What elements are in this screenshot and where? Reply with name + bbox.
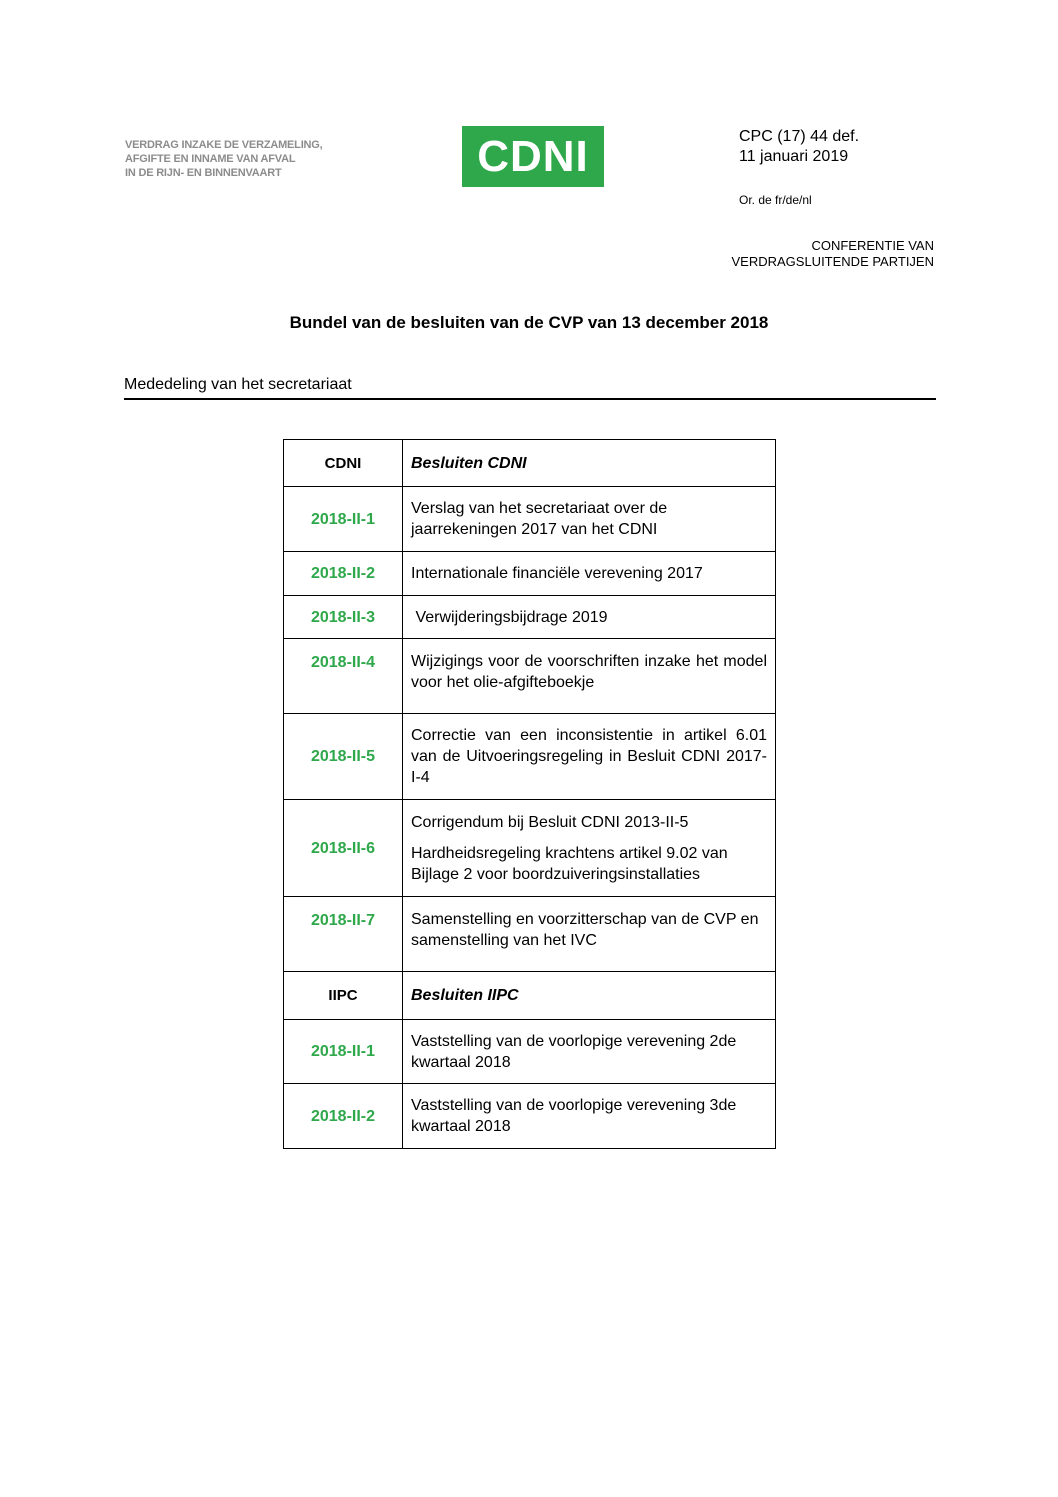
decisions-table — [283, 439, 776, 1149]
decision-code: 2018-II-5 — [284, 714, 403, 800]
decision-code: 2018-II-4 — [284, 639, 403, 714]
section-title: Besluiten CDNI — [403, 440, 776, 487]
decision-description: Vaststelling van de voorlopige verevening 2de kwartaal 2018 — [403, 1020, 776, 1084]
decision-description: Correctie van een inconsistentie in artikel 6.01 van de Uitvoeringsregeling in Besluit CDNI 2017-I-4 — [403, 714, 776, 800]
decision-description: Verslag van het secretariaat over de jaarrekeningen 2017 van het CDNI — [403, 487, 776, 552]
table-row — [284, 897, 776, 972]
table-row — [284, 639, 776, 714]
decision-code: 2018-II-1 — [284, 1020, 403, 1084]
document-date: 11 januari 2019 — [739, 148, 849, 165]
table-row — [284, 1084, 776, 1149]
document-subtitle: Mededeling van het secretariaat — [124, 376, 352, 393]
decision-description: Wijzigings voor de voorschriften inzake het model voor het olie-afgifteboekje — [403, 639, 776, 714]
decision-description: Corrigendum bij Besluit CDNI 2013-II-5 — [411, 813, 689, 831]
organization-name — [125, 138, 385, 180]
table-row — [284, 487, 776, 552]
decision-code: 2018-II-1 — [284, 487, 403, 552]
cdni-logo: CDNI — [462, 126, 604, 187]
decision-description: Vaststelling van de voorlopige verevening 3de kwartaal 2018 — [403, 1084, 776, 1149]
decision-code: 2018-II-2 — [284, 552, 403, 596]
decision-description: Hardheidsregeling krachtens artikel 9.02 van Bijlage 2 voor boordzuiveringsinstallaties — [411, 844, 728, 883]
section-code: CDNI — [284, 440, 403, 487]
section-code: IIPC — [284, 972, 403, 1020]
decision-code: 2018-II-7 — [284, 897, 403, 972]
org-name-line: VERDRAG INZAKE DE VERZAMELING, — [125, 139, 323, 151]
section-header-row — [284, 972, 776, 1020]
document-title: Bundel van de besluiten van de CVP van 13 december 2018 — [289, 313, 769, 332]
decision-description: Samenstelling en voorzitterschap van de CVP en samenstelling van het IVC — [403, 897, 776, 972]
subtitle-rule — [124, 398, 936, 400]
conference-line: CONFERENTIE VAN — [811, 238, 934, 253]
decision-code: 2018-II-3 — [284, 596, 403, 639]
table-row — [284, 800, 776, 897]
decision-code: 2018-II-2 — [284, 1084, 403, 1149]
org-name-line: AFGIFTE EN INNAME VAN AFVAL — [125, 153, 296, 165]
conference-line: VERDRAGSLUITENDE PARTIJEN — [731, 254, 934, 269]
decision-description: Internationale financiële verevening 2017 — [403, 552, 776, 596]
decision-description: Verwijderingsbijdrage 2019 — [403, 596, 776, 639]
section-title: Besluiten IIPC — [403, 972, 776, 1020]
decision-code: 2018-II-6 — [284, 800, 403, 897]
table-row — [284, 714, 776, 800]
org-name-line: IN DE RIJN- EN BINNENVAART — [125, 167, 282, 179]
table-row — [284, 1020, 776, 1084]
table-row — [284, 552, 776, 596]
document-reference-block — [739, 127, 859, 167]
document-reference: CPC (17) 44 def. — [739, 128, 860, 145]
original-languages: Or. de fr/de/nl — [739, 193, 812, 207]
decision-description-cell — [403, 800, 776, 897]
table-row — [284, 596, 776, 639]
conference-block — [731, 238, 934, 270]
section-header-row — [284, 440, 776, 487]
